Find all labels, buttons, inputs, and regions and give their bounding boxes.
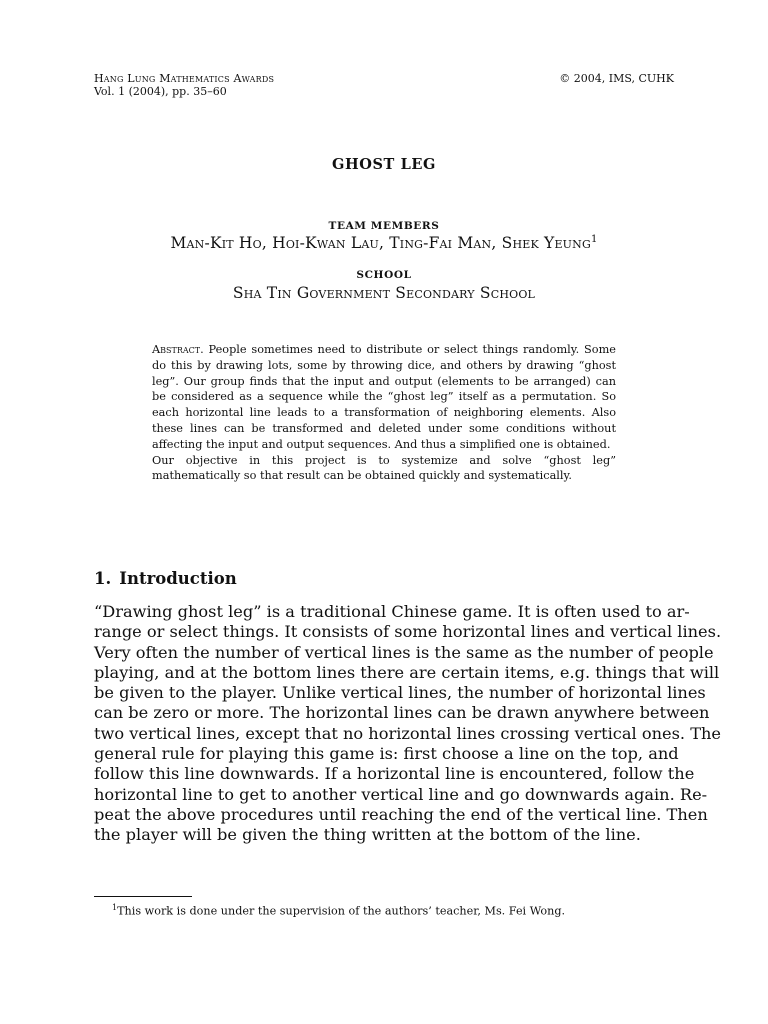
body-line: Very often the number of vertical lines is the same as the number of people <box>94 642 714 662</box>
footnote <box>112 903 565 918</box>
school-name: Sha Tin Government Secondary School <box>232 284 536 302</box>
section-number: 1. <box>94 569 112 588</box>
running-header-left <box>94 72 274 98</box>
abstract-paragraph-1 <box>152 342 616 453</box>
author-names <box>0 234 768 252</box>
body-line: horizontal line to get to another vertical line and go downwards again. Re- <box>94 784 708 804</box>
author-list: Man-Kit Ho, Hoi-Kwan Lau, Ting-Fai Man, Shek Yeung <box>170 234 591 253</box>
body-line: playing, and at the bottom lines there are certain items, e.g. things that will <box>94 662 720 682</box>
footnote-mark: 1 <box>112 903 118 912</box>
school-label: SCHOOL <box>356 269 412 281</box>
copyright-notice: © 2004, IMS, CUHK <box>559 72 674 85</box>
section-title: Introduction <box>119 569 237 588</box>
abstract <box>152 342 616 484</box>
footnote-rule <box>94 896 192 897</box>
author-footnote-mark: 1 <box>590 234 598 245</box>
body-line: the player will be given the thing written at the bottom of the line. <box>94 825 641 845</box>
abstract-text-1: People sometimes need to distribute or select things randomly. Some do this by drawing lots, some by throwing dice, and others by drawing “ghost leg”. Our group finds that the input and output (elements to be arranged) can be considered as a sequence while the “ghost leg” itself as a permutation. So each horizontal line leads to a transformation of neighboring elements. Also these lines can be transformed and deleted under some conditions without affecting the input and output sequences. And thus a simplified one is obtained. <box>152 343 616 451</box>
journal-series: Hang Lung Mathematics Awards <box>94 72 275 85</box>
body-line: follow this line downwards. If a horizontal line is encountered, follow the <box>94 764 695 784</box>
body-line: “Drawing ghost leg” is a traditional Chinese game. It is often used to ar- <box>94 602 690 621</box>
paper-title: GHOST LEG <box>331 156 437 173</box>
footnote-text: This work is done under the supervision of the authors’ teacher, Ms. Fei Wong. <box>117 904 566 918</box>
body-line: be given to the player. Unlike vertical lines, the number of horizontal lines <box>94 683 706 703</box>
body-line: peat the above procedures until reaching the end of the vertical line. Then <box>94 804 708 824</box>
body-line: two vertical lines, except that no horizontal lines crossing vertical ones. The <box>94 723 721 743</box>
section-heading-introduction <box>94 569 237 588</box>
body-line: range or select things. It consists of some horizontal lines and vertical lines. <box>94 622 722 642</box>
volume-info: Vol. 1 (2004), pp. 35–60 <box>94 85 227 98</box>
body-line: general rule for playing this game is: first choose a line on the top, and <box>94 744 679 764</box>
abstract-paragraph-2: Our objective in this project is to systemize and solve “ghost leg” mathematically so that result can be obtained quickly and systematically. <box>152 453 616 483</box>
abstract-label: Abstract. <box>152 343 204 356</box>
team-members-label: TEAM MEMBERS <box>328 220 440 232</box>
introduction-paragraph <box>94 602 722 846</box>
body-line: can be zero or more. The horizontal lines can be drawn anywhere between <box>94 703 710 723</box>
